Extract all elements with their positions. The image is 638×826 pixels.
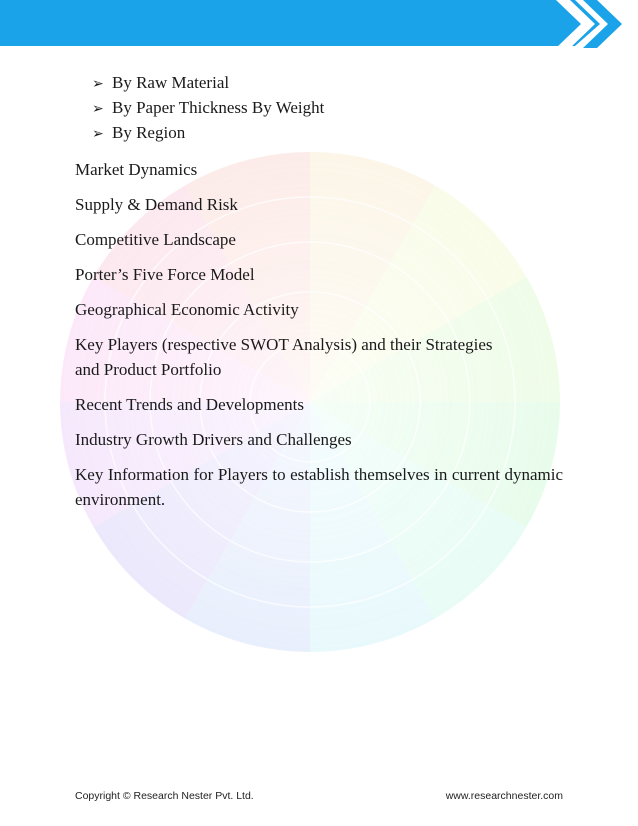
copyright-text: Copyright © Research Nester Pvt. Ltd. bbox=[75, 790, 254, 802]
section-heading: Porter’s Five Force Model bbox=[75, 265, 255, 284]
section-heading: Supply & Demand Risk bbox=[75, 195, 238, 214]
section-heading: Competitive Landscape bbox=[75, 230, 236, 249]
section-heading: Recent Trends and Developments bbox=[75, 395, 304, 414]
arrow-bullet-icon: ➢ bbox=[92, 101, 104, 117]
bullet-text: By Paper Thickness By Weight bbox=[112, 98, 325, 117]
bullet-text: By Raw Material bbox=[112, 73, 230, 92]
section-heading: Market Dynamics bbox=[75, 160, 198, 179]
list-item bbox=[92, 70, 563, 95]
section-heading: Key Players (respective SWOT Analysis) and their Strategies and Product Portfolio bbox=[75, 335, 493, 379]
section-heading: Geographical Economic Activity bbox=[75, 300, 299, 319]
page-footer bbox=[75, 790, 563, 802]
bullet-text: By Region bbox=[112, 123, 186, 142]
website-link[interactable]: www.researchnester.com bbox=[445, 790, 563, 802]
document-body bbox=[75, 70, 563, 512]
list-item bbox=[92, 95, 563, 120]
arrow-bullet-icon: ➢ bbox=[92, 126, 104, 142]
bullet-list bbox=[92, 70, 563, 145]
section-heading: Key Information for Players to establish themselves in current dynamic environment. bbox=[75, 465, 563, 509]
arrow-bullet-icon: ➢ bbox=[92, 76, 104, 92]
top-banner bbox=[0, 0, 638, 56]
section-heading: Industry Growth Drivers and Challenges bbox=[75, 430, 352, 449]
list-item bbox=[92, 120, 563, 145]
